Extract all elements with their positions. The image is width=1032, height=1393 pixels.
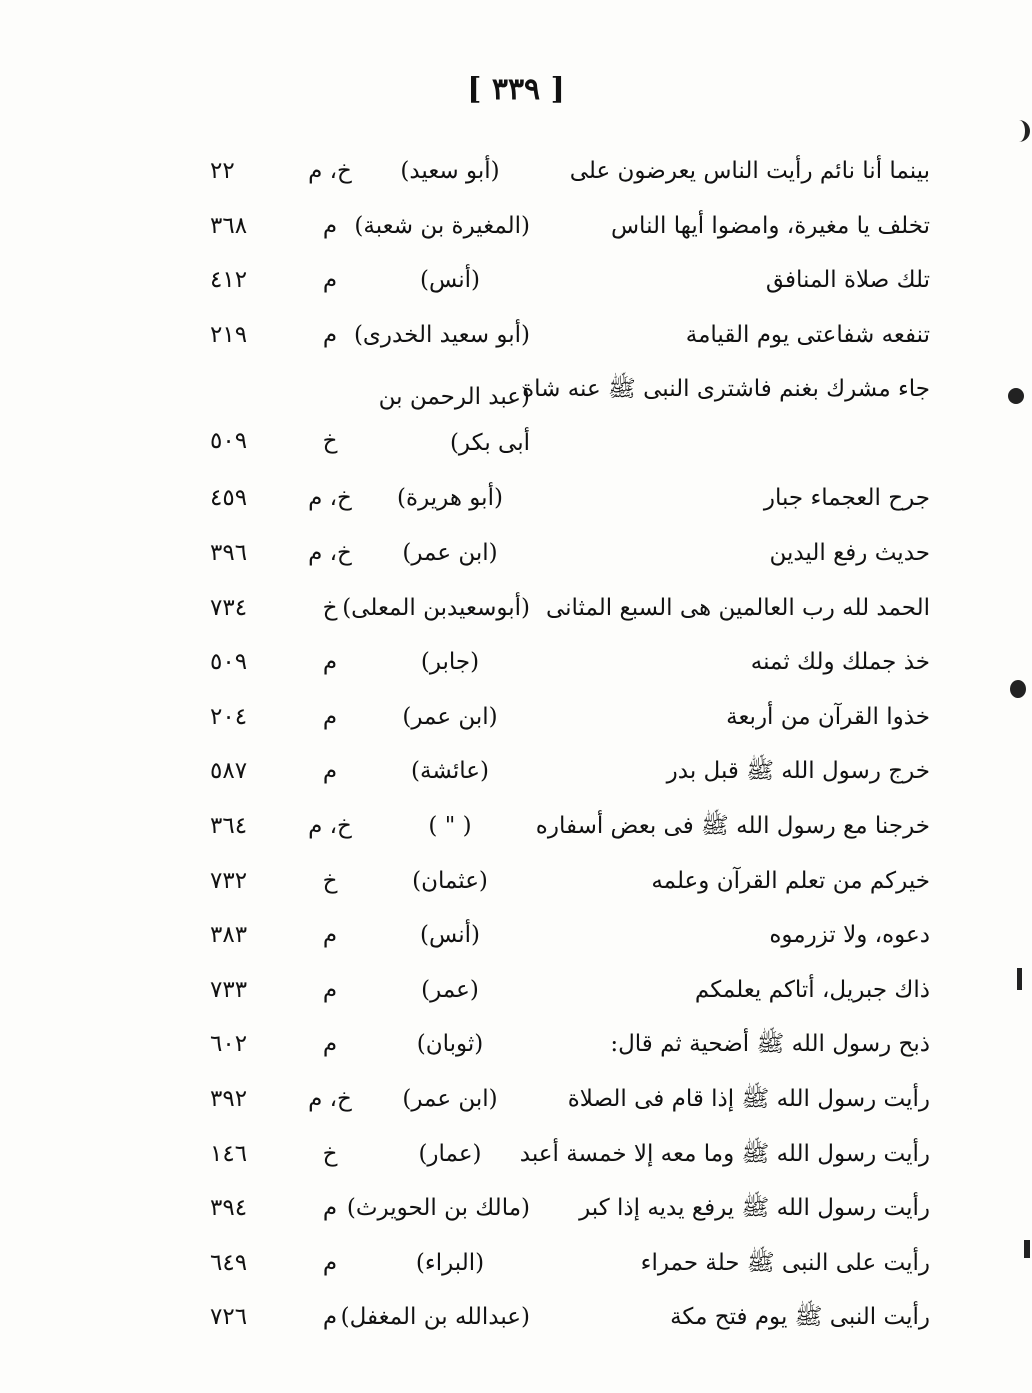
source-code: م bbox=[322, 1031, 338, 1058]
source-code: خ، م bbox=[308, 485, 352, 512]
page-number: [ ٣٣٩ ] bbox=[467, 72, 565, 107]
hadith-text: خرج رسول الله ﷺ قبل بدر bbox=[666, 758, 930, 785]
narrator: (عثمان) bbox=[412, 867, 488, 894]
source-code: خ bbox=[322, 1140, 338, 1167]
index-entry bbox=[150, 320, 930, 375]
page-reference: ٦٤٩ bbox=[210, 1249, 248, 1276]
index-entry bbox=[150, 1139, 930, 1194]
hadith-text: تلك صلاة المنافق bbox=[765, 267, 930, 294]
page-reference: ٣٩٤ bbox=[210, 1195, 248, 1222]
hadith-text: ذبح رسول الله ﷺ أضحية ثم قال: bbox=[610, 1031, 930, 1058]
page-reference: ٥٠٩ bbox=[210, 428, 248, 455]
hadith-text: رأيت النبى ﷺ يوم فتح مكة bbox=[670, 1304, 930, 1331]
narrator: (البراء) bbox=[415, 1249, 485, 1276]
index-entry bbox=[150, 975, 930, 1030]
index-entry bbox=[150, 156, 930, 211]
source-code: خ، م bbox=[308, 158, 352, 184]
hadith-text: رأيت على النبى ﷺ حلة حمراء bbox=[640, 1249, 930, 1276]
hadith-text: خذ جملك ولك ثمنه bbox=[750, 649, 930, 676]
narrator: (المغيرة بن شعبة) bbox=[354, 212, 530, 239]
index-entry bbox=[150, 265, 930, 320]
scan-mark bbox=[1010, 680, 1026, 698]
index-entry bbox=[150, 483, 930, 538]
hadith-text: ذاك جبريل، أتاكم يعلمكم bbox=[694, 976, 930, 1003]
scan-mark bbox=[1024, 1240, 1030, 1258]
page-reference: ٣٨٣ bbox=[210, 922, 248, 949]
page-reference: ٢٢ bbox=[210, 158, 235, 184]
source-code: م bbox=[322, 922, 338, 949]
narrator: (أبو هريرة) bbox=[397, 485, 503, 512]
hadith-text: جاء مشرك بغنم فاشترى النبى ﷺ عنه شاة bbox=[522, 376, 930, 403]
page-reference: ٣٩٢ bbox=[210, 1085, 248, 1112]
page-reference: ٣٩٦ bbox=[210, 539, 248, 566]
index-entry bbox=[150, 538, 930, 593]
index-entry bbox=[150, 702, 930, 757]
hadith-text: حديث رفع اليدين bbox=[769, 539, 930, 566]
hadith-text: جرح العجماء جبار bbox=[763, 485, 930, 512]
narrator: (ثوبان) bbox=[416, 1031, 484, 1058]
narrator: (أنس) bbox=[419, 922, 481, 949]
hadith-text: خرجنا مع رسول الله ﷺ فى بعض أسفاره bbox=[535, 812, 930, 839]
index-entry bbox=[150, 647, 930, 702]
page-reference: ٣٦٨ bbox=[210, 212, 248, 239]
source-code: م bbox=[322, 649, 338, 676]
narrator: (أبو سعيد) bbox=[400, 158, 500, 184]
hadith-text: تخلف يا مغيرة، وامضوا أيها الناس bbox=[610, 212, 930, 239]
narrator: (عمر) bbox=[421, 976, 479, 1003]
page-reference: ١٤٦ bbox=[210, 1140, 248, 1167]
page-reference: ٧٢٦ bbox=[210, 1304, 248, 1331]
page-reference: ٥٠٩ bbox=[210, 649, 248, 676]
index-entry bbox=[150, 1248, 930, 1303]
index-entry bbox=[150, 1193, 930, 1248]
narrator: (عائشة) bbox=[411, 758, 489, 785]
source-code: خ bbox=[322, 867, 338, 894]
index-entry bbox=[150, 593, 930, 648]
page-reference: ٢١٩ bbox=[210, 321, 248, 348]
source-code: خ، م bbox=[308, 539, 352, 566]
page-reference: ٤١٢ bbox=[210, 267, 248, 294]
narrator: (أنس) bbox=[419, 267, 481, 294]
narrator: (أبوسعيدبن المعلى) bbox=[342, 594, 530, 621]
narrator: (عمار) bbox=[418, 1140, 482, 1167]
hadith-text: خيركم من تعلم القرآن وعلمه bbox=[651, 867, 930, 894]
page-reference: ٧٣٣ bbox=[210, 976, 248, 1003]
source-code: خ bbox=[322, 594, 338, 621]
hadith-text: خذوا القرآن من أربعة bbox=[726, 703, 930, 730]
hadith-text: الحمد لله رب العالمين هى السبع المثانى bbox=[545, 594, 930, 621]
narrator: (ابن عمر) bbox=[402, 539, 498, 566]
source-code: م bbox=[322, 1195, 338, 1222]
scan-mark bbox=[1017, 968, 1022, 990]
index-entry bbox=[150, 756, 930, 811]
hadith-text: رأيت رسول الله ﷺ وما معه إلا خمسة أعبد bbox=[519, 1140, 930, 1167]
source-code: م bbox=[322, 758, 338, 785]
narrator: (ابن عمر) bbox=[402, 703, 498, 730]
page-reference: ٦٠٢ bbox=[210, 1031, 248, 1058]
scan-mark bbox=[1008, 388, 1024, 404]
narrator: (مالك بن الحويرث) bbox=[346, 1195, 530, 1222]
source-code: م bbox=[322, 1304, 338, 1331]
page-reference: ٥٨٧ bbox=[210, 758, 248, 785]
source-code: خ bbox=[322, 428, 338, 455]
source-code: م bbox=[322, 976, 338, 1003]
narrator: ( " ) bbox=[428, 812, 472, 839]
scan-mark bbox=[1007, 120, 1030, 142]
hadith-text: بينما أنا نائم رأيت الناس يعرضون على bbox=[569, 158, 930, 184]
page-reference: ٤٥٩ bbox=[210, 485, 248, 512]
index-entry bbox=[150, 1084, 930, 1139]
narrator: (أبو سعيد الخدرى) bbox=[353, 321, 530, 348]
page-reference: ٣٦٤ bbox=[210, 812, 248, 839]
source-code: م bbox=[322, 267, 338, 294]
source-code: م bbox=[322, 321, 338, 348]
hadith-index bbox=[150, 156, 930, 1357]
hadith-text: رأيت رسول الله ﷺ يرفع يديه إذا كبر bbox=[579, 1195, 930, 1222]
page-reference: ٧٣٤ bbox=[210, 594, 248, 621]
index-entry bbox=[150, 1302, 930, 1357]
hadith-text: دعوه، ولا تزرموه bbox=[769, 922, 930, 949]
source-code: م bbox=[322, 703, 338, 730]
index-entry bbox=[150, 811, 930, 866]
hadith-text: رأيت رسول الله ﷺ إذا قام فى الصلاة bbox=[567, 1085, 930, 1112]
index-entry bbox=[150, 866, 930, 921]
source-code: خ، م bbox=[308, 812, 352, 839]
narrator: (عبد الرحمن بن أبى بكر) bbox=[378, 384, 530, 457]
narrator: (جابر) bbox=[420, 649, 480, 676]
index-entry bbox=[150, 920, 930, 975]
index-entry bbox=[150, 211, 930, 266]
hadith-text: تنفعه شفاعتى يوم القيامة bbox=[685, 321, 930, 348]
narrator: (عبدالله بن المغفل) bbox=[340, 1304, 530, 1331]
index-entry bbox=[150, 1029, 930, 1084]
source-code: م bbox=[322, 212, 338, 239]
page-reference: ٧٣٢ bbox=[210, 867, 248, 894]
source-code: خ، م bbox=[308, 1085, 352, 1112]
source-code: م bbox=[322, 1249, 338, 1276]
page-reference: ٢٠٤ bbox=[210, 703, 248, 730]
narrator: (ابن عمر) bbox=[402, 1085, 498, 1112]
index-entry bbox=[150, 374, 930, 483]
